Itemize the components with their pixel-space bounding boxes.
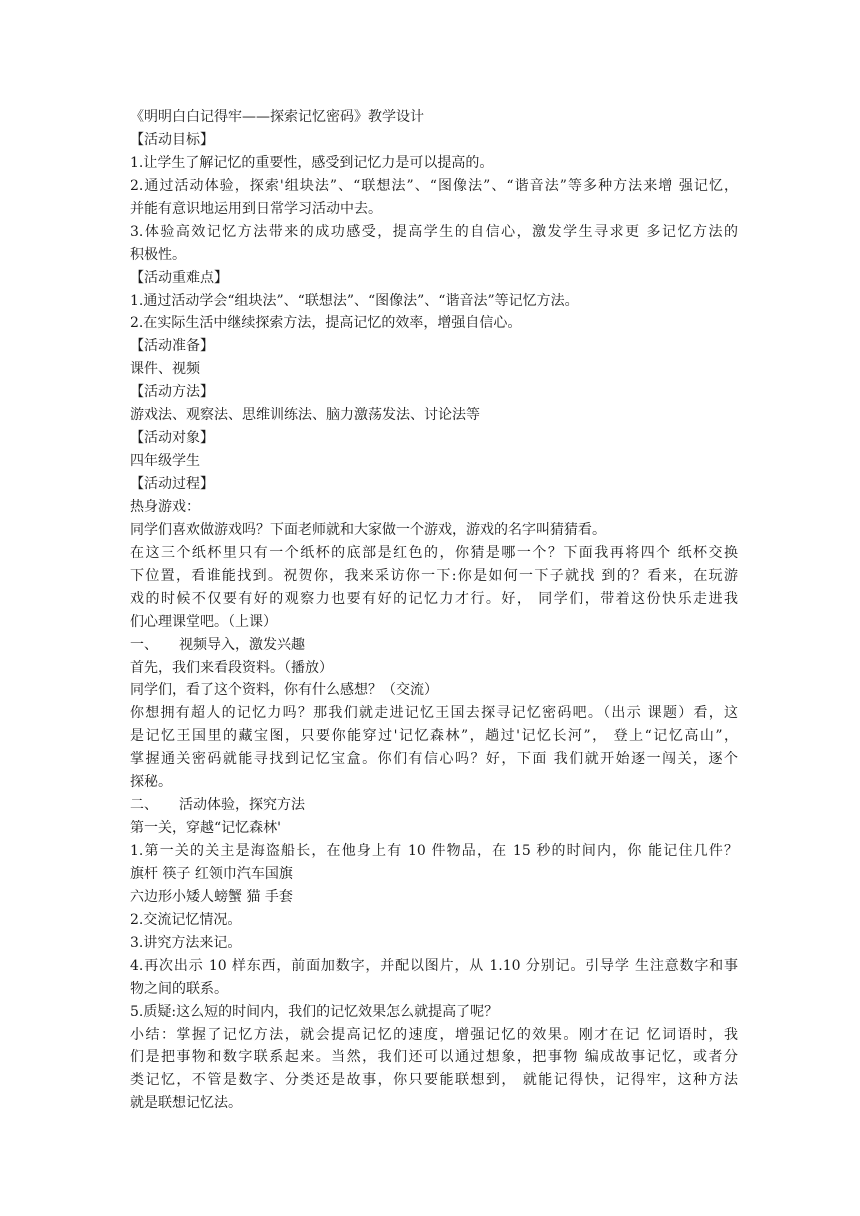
text-line: 旗杆 筷子 红领巾汽车国旗 xyxy=(130,865,293,882)
text-line: 5.质疑:这么短的时间内，我们的记忆效果怎么就提高了呢？ xyxy=(130,1003,499,1020)
text-line: 们心理课堂吧。（上课） xyxy=(130,613,277,630)
text-line: 们是把事物和数字联系起来。当然，我们还可以通过想象，把事物 编成故事记忆，或者分 xyxy=(130,1049,738,1066)
text-line: 类记忆，不管是数字、分类还是故事，你只要能联想到， 就能记得快，记得牢，这种方法 xyxy=(130,1072,738,1089)
text-line: 同学们喜欢做游戏吗？下面老师就和大家做一个游戏，游戏的名字叫猜猜看。 xyxy=(130,521,606,538)
text-line: 【活动准备】 xyxy=(130,338,214,355)
text-line: 游戏法、观察法、思维训练法、脑力激荡发法、讨论法等 xyxy=(130,407,480,424)
text-line: 同学们，看了这个资料，你有什么感想？（交流） xyxy=(130,682,438,699)
text-line: 你想拥有超人的记忆力吗？那我们就走进记忆王国去探寻记忆密码吧。（出示 课题）看，这 xyxy=(130,705,738,722)
text-line: 四年级学生 xyxy=(130,453,200,470)
text-line: 探秘。 xyxy=(130,774,172,791)
text-line: 热身游戏： xyxy=(130,498,200,515)
text-line: 第一关，穿越“记忆森林' xyxy=(130,820,282,837)
text-line: 就是联想记忆法。 xyxy=(130,1095,242,1112)
text-line: 物之间的联系。 xyxy=(130,980,228,997)
text-line: 下位置，看谁能找到。祝贺你，我来采访你一下:你是如何一下子就找 到的？看来，在玩游 xyxy=(130,567,738,584)
text-line: 4.再次出示 10 样东西，前面加数字，并配以图片，从 1.10 分别记。引导学 生注意数字和事 xyxy=(130,957,738,974)
text-line: 【活动过程】 xyxy=(130,476,214,492)
text-line: 【活动方法】 xyxy=(130,384,214,401)
text-line: 掌握通关密码就能寻找到记忆宝盒。你们有信心吗？好，下面 我们就开始逐一闯关，逐个 xyxy=(130,751,738,768)
text-line: 2.在实际生活中继续探索方法，提高记忆的效率，增强自信心。 xyxy=(130,315,522,332)
text-line: 在这三个纸杯里只有一个纸杯的底部是红色的，你猜是哪一个？下面我再将四个 纸杯交换 xyxy=(130,544,738,561)
text-line: 并能有意识地运用到日常学习活动中去。 xyxy=(130,200,382,217)
text-line: 小结：掌握了记忆方法，就会提高记忆的速度，增强记忆的效果。刚才在记 忆词语时，我 xyxy=(130,1026,738,1043)
text-line: 1.通过活动学会“组块法”、“联想法”、“图像法”、“谐音法”等记忆方法。 xyxy=(130,292,579,309)
text-line: 积极性。 xyxy=(130,246,186,263)
text-line: 3.讲究方法来记。 xyxy=(130,934,242,951)
text-line: 1.让学生了解记忆的重要性，感受到记忆力是可以提高的。 xyxy=(130,154,494,171)
text-line: 【活动对象】 xyxy=(130,430,214,447)
text-line: 1.第一关的关主是海盗船长，在他身上有 10 件物品，在 15 秒的时间内，你 能记住几件？ xyxy=(130,843,738,859)
text-line: 首先，我们来看段资料。（播放） xyxy=(130,659,333,676)
text-line: 戏的时候不仅要有好的观察力也要有好的记忆力才行。好， 同学们，带着这份快乐走进我 xyxy=(130,590,738,607)
text-line: 六边形小矮人螃蟹 猫 手套 xyxy=(130,888,293,905)
document-page xyxy=(130,106,738,1115)
text-line: 【活动目标】 xyxy=(130,131,214,148)
text-line: 3.体验高效记忆方法带来的成功感受，提高学生的自信心，激发学生寻求更 多记忆方法的 xyxy=(130,223,738,240)
text-line: 一、 视频导入，激发兴趣 xyxy=(130,636,305,653)
text-line: 2.交流记忆情况。 xyxy=(130,911,242,928)
text-line: 【活动重难点】 xyxy=(130,269,228,286)
text-line: 二、 活动体验，探究方法 xyxy=(130,797,305,814)
text-line: 是记忆王国里的藏宝图，只要你能穿过'记忆森林”，趟过'记忆长河”， 登上“记忆高山”， xyxy=(130,728,738,745)
text-line: 课件、视频 xyxy=(130,361,200,378)
text-line: 2.通过活动体验，探索'组块法”、“联想法”、“图像法”、“谐音法”等多种方法来增 强记忆， xyxy=(130,177,738,194)
text-line: 《明明白白记得牢——探索记忆密码》教学设计 xyxy=(130,109,424,125)
